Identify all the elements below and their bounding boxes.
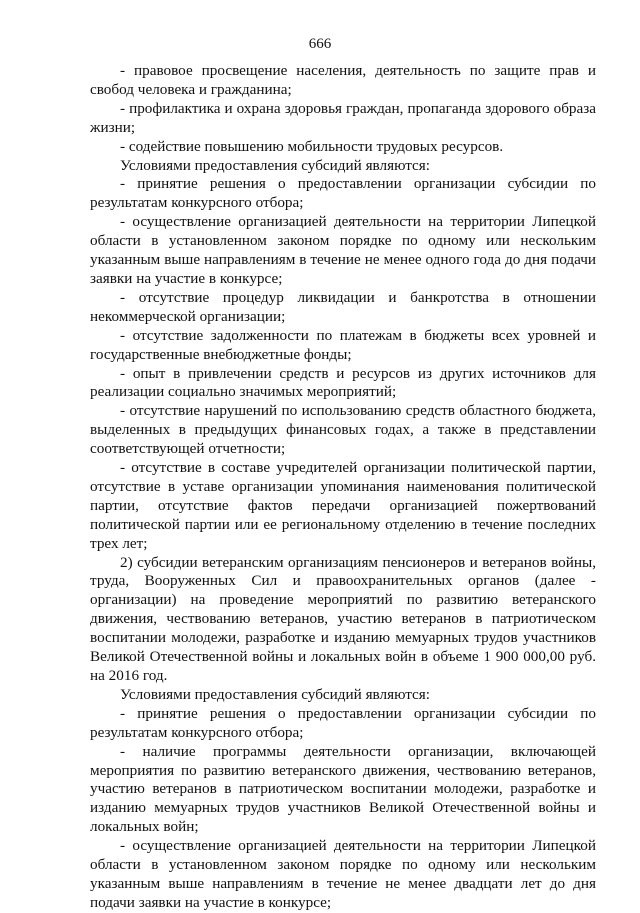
paragraph: Условиями предоставления субсидий являются: xyxy=(120,685,430,703)
paragraph: - отсутствие в составе учредителей организации политической партии, отсутствие в уставе организации упоминания наименования политической партии, отсутствие фактов передачи организацией пожертвований политической партии или ее региональному отделению в течение последних трех лет; xyxy=(90,459,596,552)
paragraph: - принятие решения о предоставлении организации субсидии по результатам конкурсного отбора; xyxy=(90,175,596,212)
paragraph: - содействие повышению мобильности трудовых ресурсов. xyxy=(120,137,504,155)
paragraph: - осуществление организацией деятельности на территории Липецкой области в установленном законом порядке по одному или нескольким указанным выше направлениям в течение не менее двадцати лет до дня подачи заявки на участие в конкурсе; xyxy=(90,837,596,911)
paragraph: - отсутствие задолженности по платежам в бюджеты всех уровней и государственные внебюджетные фонды; xyxy=(90,326,596,363)
document-body xyxy=(90,62,596,913)
paragraph: - правовое просвещение населения, деятельность по защите прав и свобод человека и гражданина; xyxy=(90,62,596,98)
paragraph: - наличие программы деятельности организации, включающей мероприятия по развитию ветеранского движения, чествованию ветеранов, участию ветеранов в патриотическом воспитании молодежи, разработке и изданию мемуарных трудов участников Великой Отечественной войны и локальных войн; xyxy=(90,742,596,836)
page-number: 666 xyxy=(308,36,332,52)
paragraph: - опыт в привлечении средств и ресурсов из других источников для реализации социально значимых мероприятий; xyxy=(90,364,596,401)
paragraph: Условиями предоставления субсидий являются: xyxy=(120,156,430,174)
paragraph: - профилактика и охрана здоровья граждан, пропаганда здорового образа жизни; xyxy=(90,99,596,136)
paragraph: 2) субсидии ветеранским организациям пенсионеров и ветеранов войны, труда, Вооруженных Сил и правоохранительных органов (далее - организации) на проведение мероприятий по развитию ветеранского движения, чествованию ветеранов, участию ветеранов в патриотическом воспитании молодежи, разработке и изданию мемуарных трудов участников Великой Отечественной войны и локальных войн в объеме 1 900 000,00 руб. на 2016 год. xyxy=(90,553,596,684)
paragraph: - отсутствие нарушений по использованию средств областного бюджета, выделенных в предыдущих финансовых годах, а также в представлении соответствующей отчетности; xyxy=(90,402,596,458)
paragraph: - осуществление организацией деятельности на территории Липецкой области в установленном законом порядке по одному или нескольким указанным выше направлениям в течение не менее одного года до дня подачи заявки на участие в конкурсе; xyxy=(90,213,596,287)
paragraph: - принятие решения о предоставлении организации субсидии по результатам конкурсного отбора; xyxy=(90,704,596,741)
paragraph: - отсутствие процедур ликвидации и банкротства в отношении некоммерческой организации; xyxy=(90,288,596,325)
